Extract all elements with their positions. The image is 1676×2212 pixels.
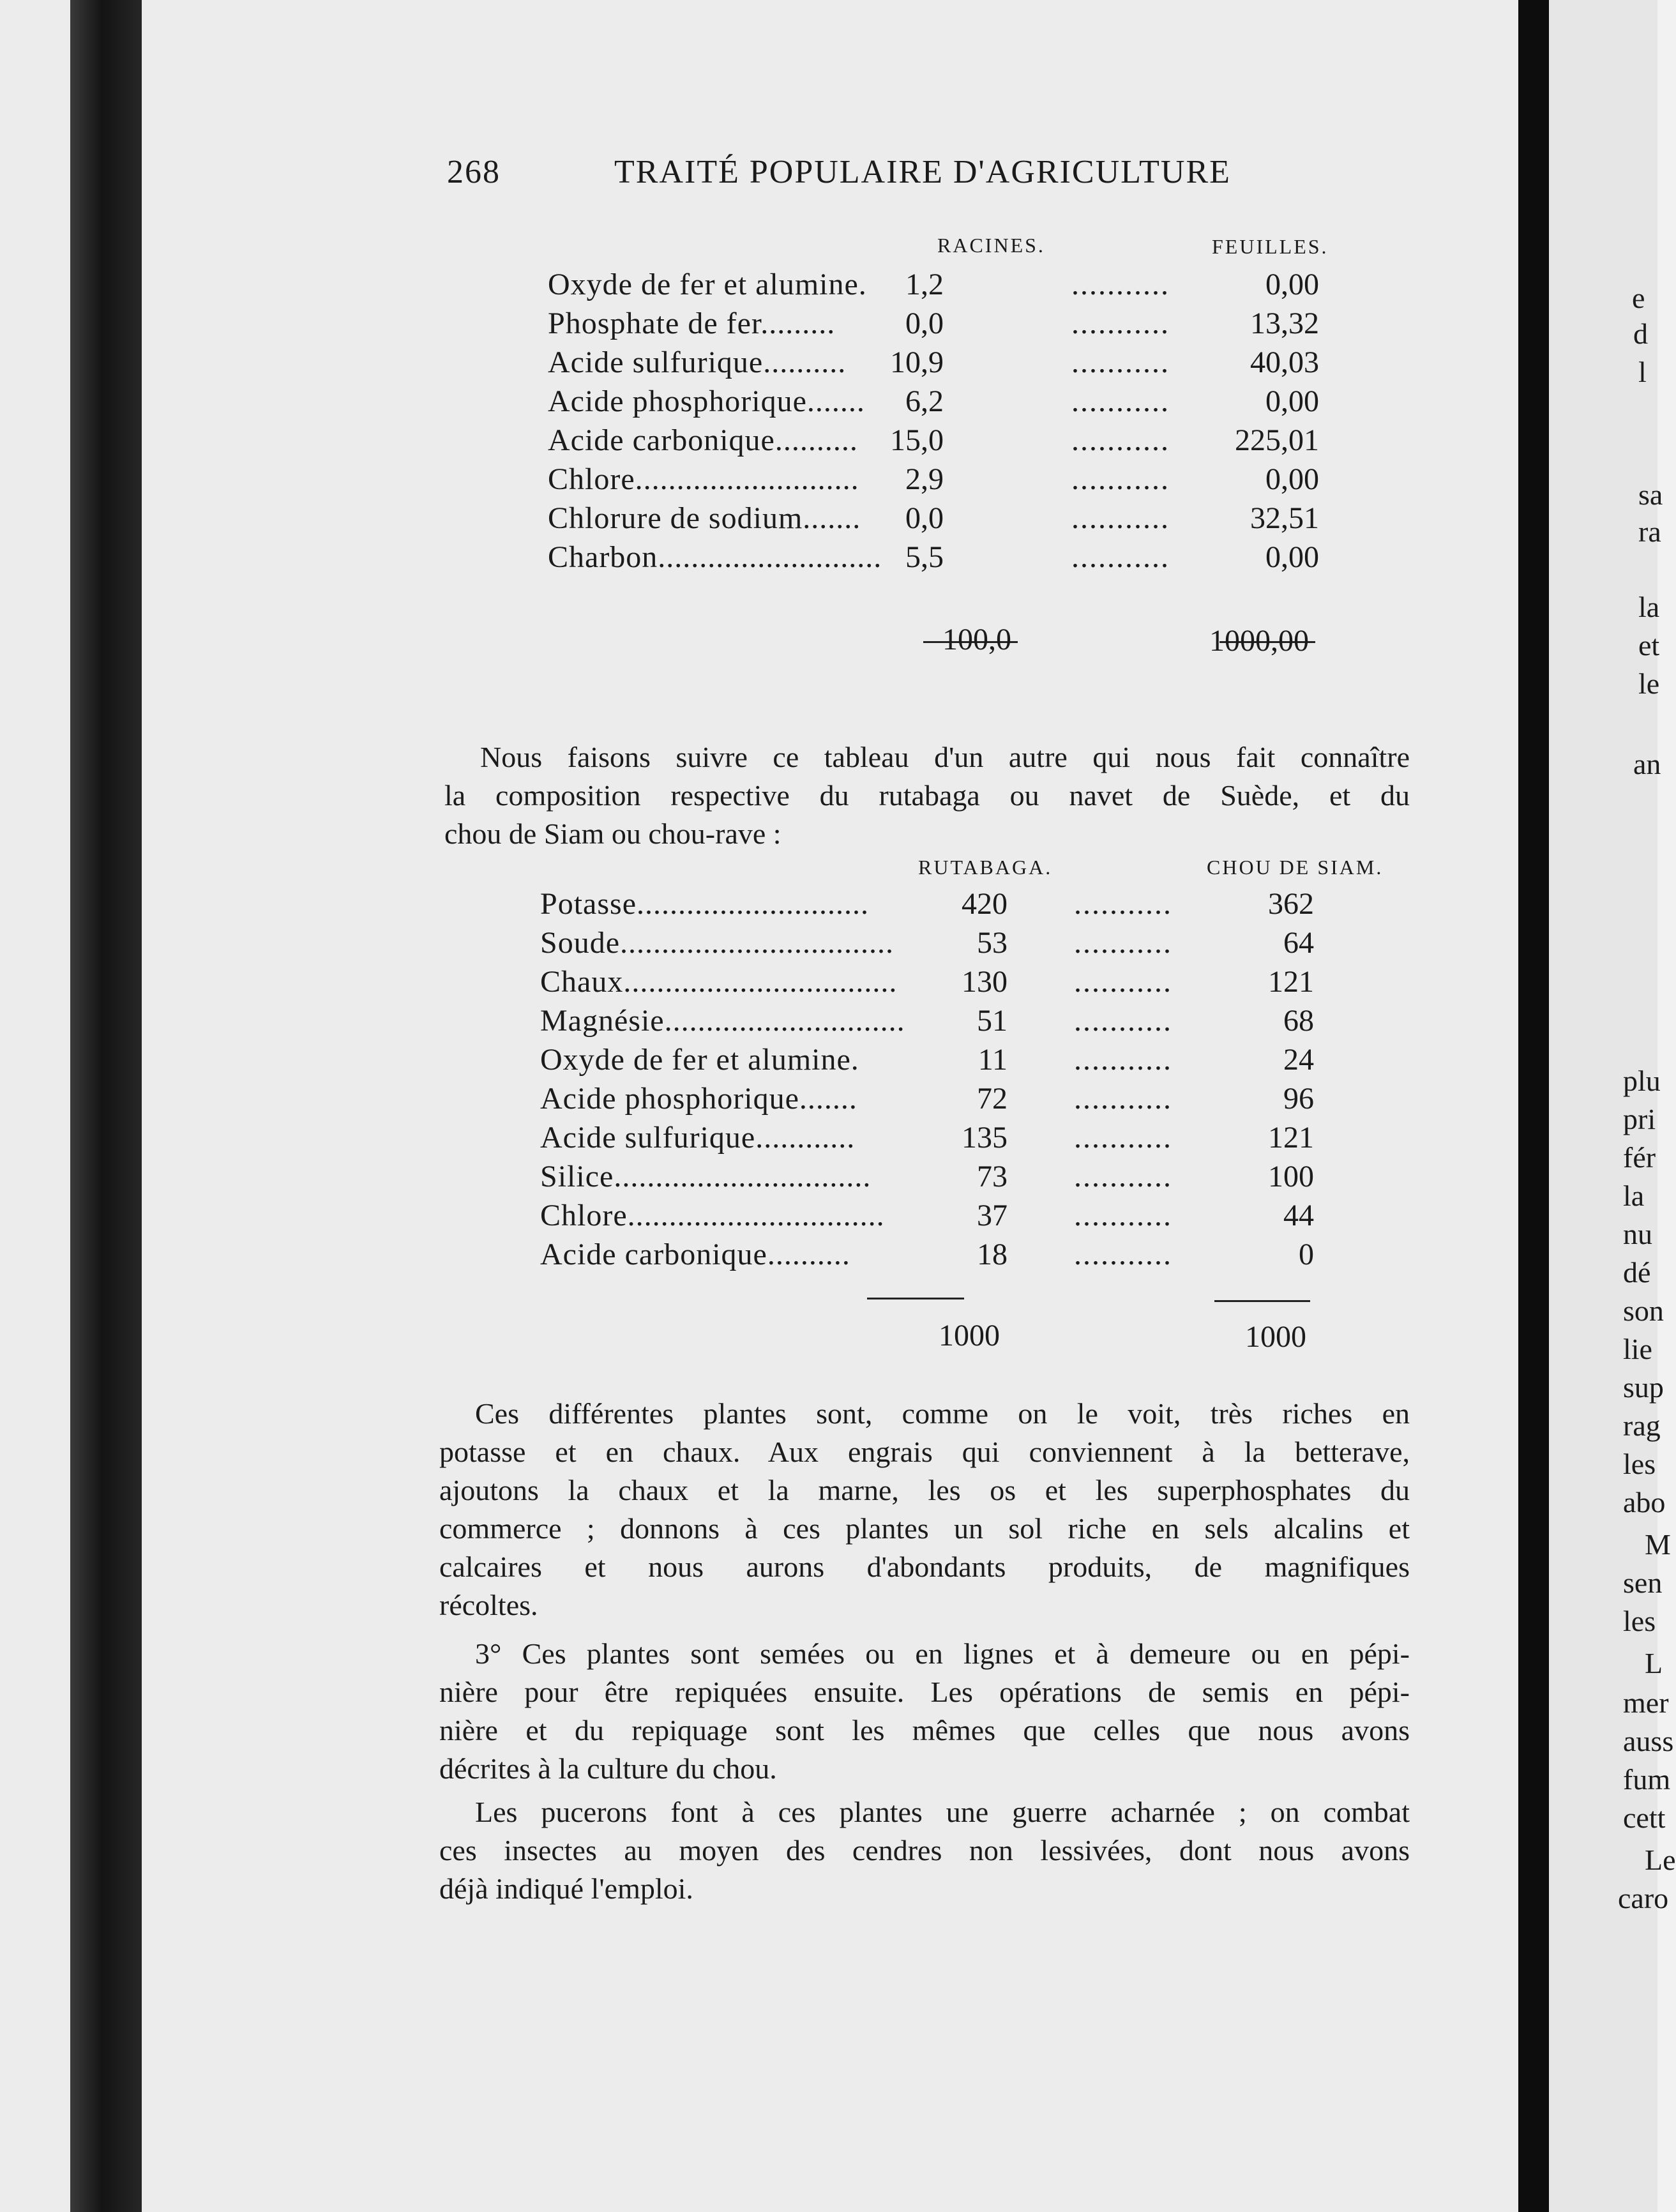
text-line: calcaires et nous aurons d'abondants produits, de magnifiques — [439, 1550, 1410, 1583]
dot-leader: ........... — [1071, 540, 1170, 574]
fragment-line: caro — [1618, 1882, 1669, 1914]
racines-value: 1,2 — [905, 268, 944, 301]
sum-rule — [867, 1298, 964, 1299]
text-line: 3° Ces plantes sont semées ou en lignes et à demeure ou en pépi- — [475, 1637, 1410, 1670]
dot-leader: ........... — [1074, 1199, 1172, 1232]
total-rutabaga: 1000 — [939, 1319, 1000, 1352]
scan-margin — [0, 0, 70, 2212]
sum-rule — [1214, 1300, 1310, 1302]
feuilles-value: 0,00 — [1265, 384, 1319, 418]
row-label: Acide carbonique.......... — [540, 1238, 850, 1271]
text-line: ajoutons la chaux et la marne, les os et les superphosphates du — [439, 1474, 1410, 1506]
racines-value: 5,5 — [905, 540, 944, 574]
chou-value: 24 — [1283, 1043, 1314, 1077]
racines-value: 6,2 — [905, 384, 944, 418]
fragment-line: le — [1638, 667, 1660, 700]
chou-value: 121 — [1268, 1121, 1314, 1155]
racines-value: 0,0 — [905, 307, 944, 340]
fragment-line: lie — [1623, 1333, 1652, 1365]
rutabaga-value: 51 — [977, 1004, 1008, 1038]
feuilles-value: 0,00 — [1265, 268, 1319, 301]
rutabaga-value: 18 — [977, 1238, 1008, 1271]
fragment-line: abo — [1623, 1486, 1666, 1519]
row-label: Acide phosphorique....... — [548, 384, 865, 418]
text-line: commerce ; donnons à ces plantes un sol riche en sels alcalins et — [439, 1512, 1410, 1545]
page-number: 268 — [447, 154, 501, 190]
feuilles-value: 0,00 — [1265, 540, 1319, 574]
dot-leader: ........... — [1074, 926, 1172, 960]
fragment-line: mer — [1623, 1686, 1669, 1719]
dot-leader: ........... — [1071, 462, 1170, 496]
row-label: Acide carbonique.......... — [548, 423, 858, 457]
text-line: nière pour être repiquées ensuite. Les opérations de semis en pépi- — [439, 1676, 1410, 1708]
fragment-line: son — [1623, 1294, 1664, 1327]
chou-value: 0 — [1299, 1238, 1314, 1271]
total-feuilles: 1000,00 — [1209, 624, 1309, 658]
row-label: Acide phosphorique....... — [540, 1082, 857, 1116]
dot-leader: ........... — [1071, 384, 1170, 418]
row-label: Phosphate de fer......... — [548, 307, 836, 340]
text-line: Ces différentes plantes sont, comme on le voit, très riches en — [475, 1397, 1410, 1430]
fragment-line: pri — [1623, 1103, 1656, 1135]
row-label: Acide sulfurique.......... — [548, 345, 847, 379]
row-label: Potasse............................ — [540, 887, 869, 921]
fragment-line: M — [1645, 1528, 1671, 1561]
row-label: Silice............................... — [540, 1160, 872, 1193]
total-chou: 1000 — [1245, 1320, 1306, 1354]
text-line: déjà indiqué l'emploi. — [439, 1872, 693, 1905]
fragment-line: les — [1623, 1448, 1656, 1480]
rutabaga-value: 135 — [962, 1121, 1008, 1155]
page-gutter — [1518, 0, 1549, 2212]
paragraph-engrais — [439, 1395, 1410, 1625]
dot-leader: ........... — [1071, 268, 1170, 301]
fragment-line: ra — [1638, 515, 1661, 548]
text-line: Les pucerons font à ces plantes une guerre acharnée ; on combat — [475, 1796, 1410, 1828]
fragment-line: dé — [1623, 1256, 1651, 1289]
rutabaga-value: 73 — [977, 1160, 1008, 1193]
rutabaga-value: 72 — [977, 1082, 1008, 1116]
racines-value: 15,0 — [890, 423, 944, 457]
fragment-line: sup — [1623, 1371, 1664, 1404]
fragment-line: fum — [1623, 1763, 1671, 1796]
dot-leader: ........... — [1074, 965, 1172, 999]
dot-leader: ........... — [1074, 887, 1172, 921]
rutabaga-value: 37 — [977, 1199, 1008, 1232]
racines-value: 10,9 — [890, 345, 944, 379]
dot-leader: ........... — [1071, 501, 1170, 535]
text-line: ces insectes au moyen des cendres non lessivées, dont nous avons — [439, 1834, 1410, 1867]
fragment-line: auss — [1623, 1725, 1674, 1757]
dot-leader: ........... — [1074, 1238, 1172, 1271]
fragment-line: nu — [1623, 1218, 1652, 1250]
row-label: Magnésie............................. — [540, 1004, 905, 1038]
row-label: Chlore............................... — [540, 1199, 885, 1232]
fragment-line: rag — [1623, 1409, 1661, 1442]
column-header-racines: RACINES. — [937, 234, 1045, 257]
fragment-line: l — [1638, 356, 1647, 388]
text-line: décrites à la culture du chou. — [439, 1752, 777, 1785]
column-header-feuilles: FEUILLES. — [1212, 235, 1329, 258]
text-line: récoltes. — [439, 1589, 538, 1621]
fragment-line: la — [1623, 1179, 1645, 1212]
row-label: Acide sulfurique............ — [540, 1121, 856, 1155]
chou-value: 64 — [1283, 926, 1314, 960]
fragment-line: les — [1623, 1605, 1656, 1637]
fragment-line: sa — [1638, 478, 1663, 511]
fragment-line: L — [1645, 1647, 1663, 1679]
dot-leader: ........... — [1071, 423, 1170, 457]
total-racines: 100,0 — [942, 623, 1011, 656]
chou-value: 100 — [1268, 1160, 1314, 1193]
text-line: potasse et en chaux. Aux engrais qui conviennent à la betterave, — [439, 1436, 1410, 1468]
dot-leader: ........... — [1074, 1160, 1172, 1193]
fragment-line: plu — [1623, 1064, 1661, 1097]
racines-value: 0,0 — [905, 501, 944, 535]
rutabaga-value: 53 — [977, 926, 1008, 960]
rutabaga-value: 420 — [962, 887, 1008, 921]
feuilles-value: 225,01 — [1235, 423, 1319, 457]
row-label: Oxyde de fer et alumine. — [540, 1043, 859, 1077]
chou-value: 68 — [1283, 1004, 1314, 1038]
rutabaga-value: 130 — [962, 965, 1008, 999]
facing-page-fragment — [1549, 0, 1676, 2212]
dot-leader: ........... — [1074, 1082, 1172, 1116]
running-title: TRAITÉ POPULAIRE D'AGRICULTURE — [614, 154, 1231, 190]
text-line: Nous faisons suivre ce tableau d'un autre qui nous fait connaître — [480, 741, 1410, 773]
intro-paragraph — [444, 738, 1410, 853]
book-spine — [70, 0, 142, 2212]
dot-leader: ........... — [1074, 1121, 1172, 1155]
feuilles-value: 32,51 — [1250, 501, 1319, 535]
row-label: Chlorure de sodium....... — [548, 501, 861, 535]
fragment-line: et — [1638, 629, 1660, 662]
chou-value: 44 — [1283, 1199, 1314, 1232]
text-line: nière et du repiquage sont les mêmes que celles que nous avons — [439, 1714, 1410, 1746]
fragment-line: la — [1638, 591, 1660, 623]
row-label: Soude................................. — [540, 926, 894, 960]
row-label: Chaux................................. — [540, 965, 898, 999]
dot-leader: ........... — [1074, 1043, 1172, 1077]
feuilles-value: 40,03 — [1250, 345, 1319, 379]
chou-value: 96 — [1283, 1082, 1314, 1116]
text-line: la composition respective du rutabaga ou navet de Suède, et du — [444, 779, 1410, 812]
fragment-line: e — [1632, 282, 1645, 314]
fragment-line: Le — [1645, 1844, 1676, 1876]
row-label: Chlore........................... — [548, 462, 859, 496]
fragment-line: sen — [1623, 1566, 1663, 1599]
fragment-line: an — [1633, 748, 1661, 780]
dot-leader: ........... — [1071, 345, 1170, 379]
chou-value: 121 — [1268, 965, 1314, 999]
fragment-line: cett — [1623, 1801, 1666, 1834]
racines-value: 2,9 — [905, 462, 944, 496]
row-label: Oxyde de fer et alumine. — [548, 268, 867, 301]
column-header-chou-de-siam: CHOU DE SIAM. — [1207, 856, 1384, 879]
row-label: Charbon........................... — [548, 540, 882, 574]
feuilles-value: 13,32 — [1250, 307, 1319, 340]
feuilles-value: 0,00 — [1265, 462, 1319, 496]
chou-value: 362 — [1268, 887, 1314, 921]
text-line: chou de Siam ou chou-rave : — [444, 817, 781, 850]
column-header-rutabaga: RUTABAGA. — [918, 856, 1053, 879]
rutabaga-value: 11 — [978, 1043, 1008, 1077]
fragment-line: fér — [1623, 1141, 1656, 1174]
paragraph-semis — [439, 1635, 1410, 1788]
paragraph-pucerons — [439, 1793, 1410, 1908]
dot-leader: ........... — [1074, 1004, 1172, 1038]
dot-leader: ........... — [1071, 307, 1170, 340]
fragment-line: d — [1633, 317, 1648, 350]
